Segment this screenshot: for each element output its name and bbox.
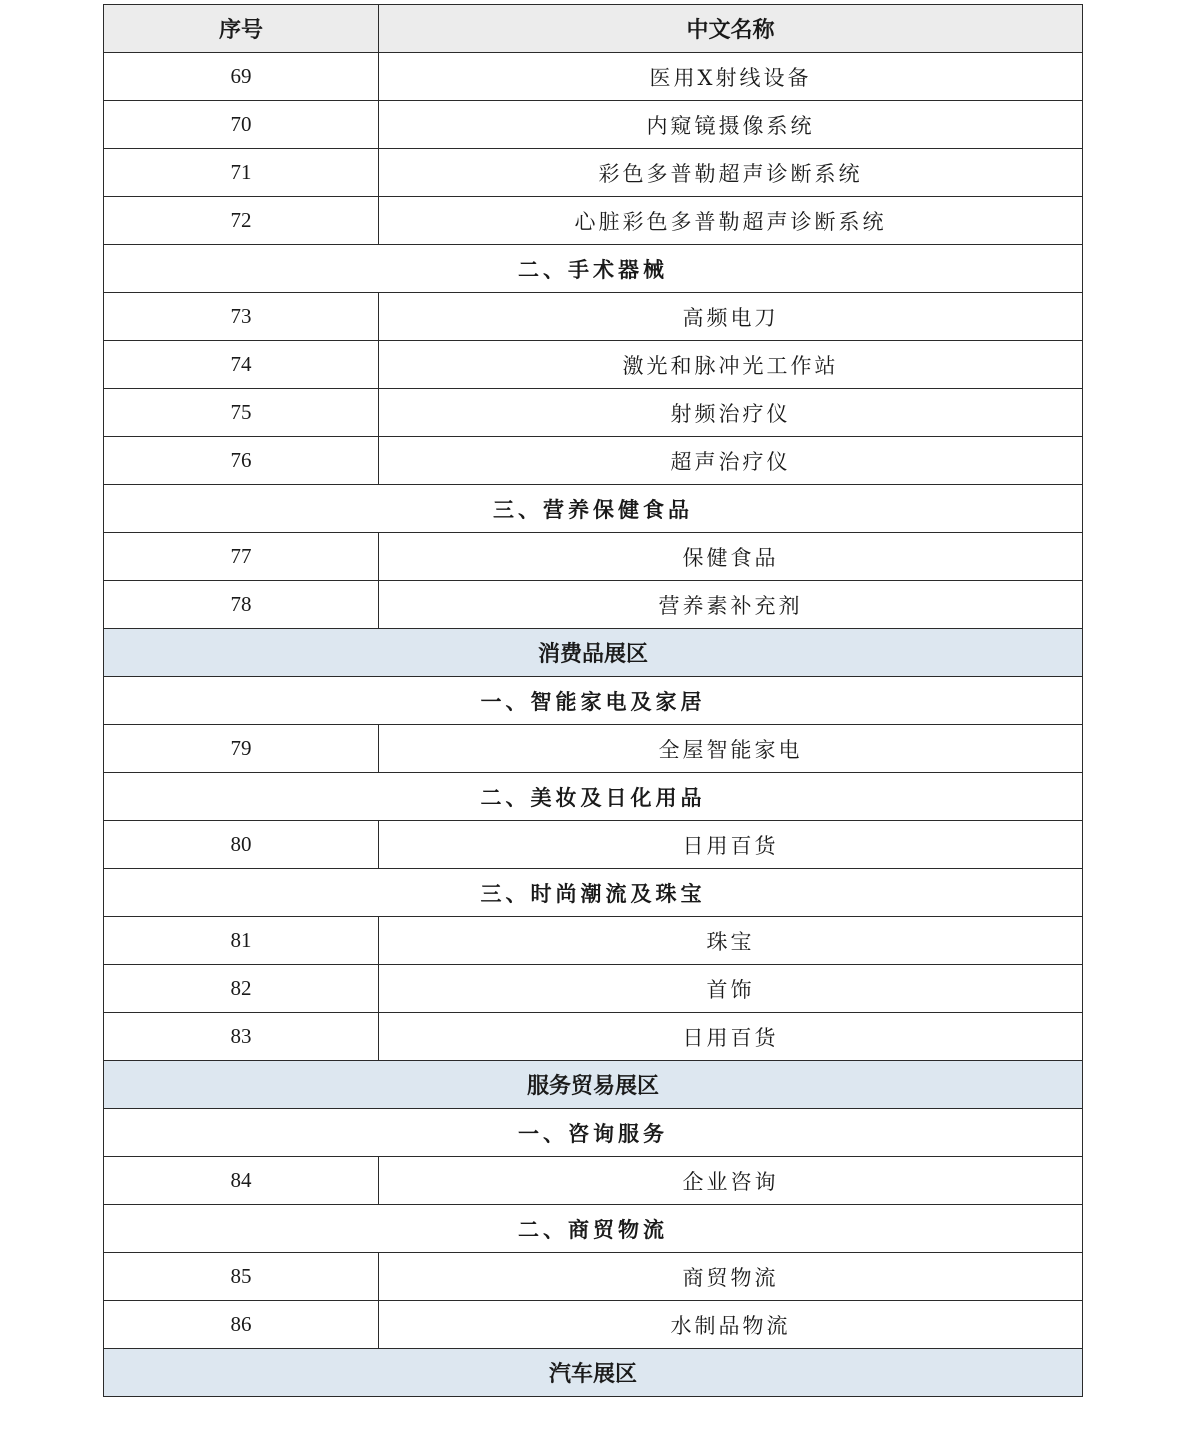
category-row (104, 869, 1083, 917)
zone-row (104, 1061, 1083, 1109)
item-number: 85 (104, 1253, 379, 1301)
item-name: 全屋智能家电 (379, 725, 1083, 773)
table-row (104, 965, 1083, 1013)
item-name: 保健食品 (379, 533, 1083, 581)
table-row (104, 917, 1083, 965)
zone-row (104, 629, 1083, 677)
zone-title: 消费品展区 (104, 629, 1083, 677)
category-title: 三、营养保健食品 (104, 485, 1083, 533)
table-header-row (104, 5, 1083, 53)
item-number: 71 (104, 149, 379, 197)
item-number: 82 (104, 965, 379, 1013)
item-number: 77 (104, 533, 379, 581)
table-body (104, 53, 1083, 1397)
table-row (104, 533, 1083, 581)
table-row (104, 1253, 1083, 1301)
category-row (104, 485, 1083, 533)
table-row (104, 389, 1083, 437)
item-name: 超声治疗仪 (379, 437, 1083, 485)
category-row (104, 1109, 1083, 1157)
item-number: 72 (104, 197, 379, 245)
table-row (104, 1157, 1083, 1205)
item-name: 营养素补充剂 (379, 581, 1083, 629)
table-row (104, 341, 1083, 389)
table-row (104, 437, 1083, 485)
category-row (104, 773, 1083, 821)
item-number: 84 (104, 1157, 379, 1205)
category-row (104, 677, 1083, 725)
item-name: 日用百货 (379, 821, 1083, 869)
item-number: 73 (104, 293, 379, 341)
table-row (104, 197, 1083, 245)
item-number: 83 (104, 1013, 379, 1061)
item-number: 80 (104, 821, 379, 869)
category-title: 二、商贸物流 (104, 1205, 1083, 1253)
product-catalog-table (103, 4, 1083, 1397)
item-name: 高频电刀 (379, 293, 1083, 341)
item-name: 激光和脉冲光工作站 (379, 341, 1083, 389)
item-name: 水制品物流 (379, 1301, 1083, 1349)
category-title: 二、美妆及日化用品 (104, 773, 1083, 821)
table-row (104, 1013, 1083, 1061)
table-row (104, 1301, 1083, 1349)
zone-row (104, 1349, 1083, 1397)
item-number: 69 (104, 53, 379, 101)
table-row (104, 101, 1083, 149)
item-name: 首饰 (379, 965, 1083, 1013)
header-name: 中文名称 (379, 5, 1083, 53)
item-number: 70 (104, 101, 379, 149)
table-row (104, 53, 1083, 101)
table-row (104, 725, 1083, 773)
item-number: 74 (104, 341, 379, 389)
item-name: 心脏彩色多普勒超声诊断系统 (379, 197, 1083, 245)
item-name: 企业咨询 (379, 1157, 1083, 1205)
item-name: 射频治疗仪 (379, 389, 1083, 437)
item-name: 商贸物流 (379, 1253, 1083, 1301)
table-row (104, 149, 1083, 197)
item-number: 81 (104, 917, 379, 965)
table-row (104, 581, 1083, 629)
item-name: 医用X射线设备 (379, 53, 1083, 101)
item-name: 内窥镜摄像系统 (379, 101, 1083, 149)
zone-title: 服务贸易展区 (104, 1061, 1083, 1109)
category-row (104, 245, 1083, 293)
table-row (104, 293, 1083, 341)
zone-title: 汽车展区 (104, 1349, 1083, 1397)
item-number: 76 (104, 437, 379, 485)
category-title: 三、时尚潮流及珠宝 (104, 869, 1083, 917)
item-number: 75 (104, 389, 379, 437)
table-row (104, 821, 1083, 869)
item-name: 日用百货 (379, 1013, 1083, 1061)
item-number: 79 (104, 725, 379, 773)
item-name: 珠宝 (379, 917, 1083, 965)
item-number: 78 (104, 581, 379, 629)
item-name: 彩色多普勒超声诊断系统 (379, 149, 1083, 197)
header-number: 序号 (104, 5, 379, 53)
category-row (104, 1205, 1083, 1253)
item-number: 86 (104, 1301, 379, 1349)
category-title: 一、咨询服务 (104, 1109, 1083, 1157)
category-title: 二、手术器械 (104, 245, 1083, 293)
category-title: 一、智能家电及家居 (104, 677, 1083, 725)
